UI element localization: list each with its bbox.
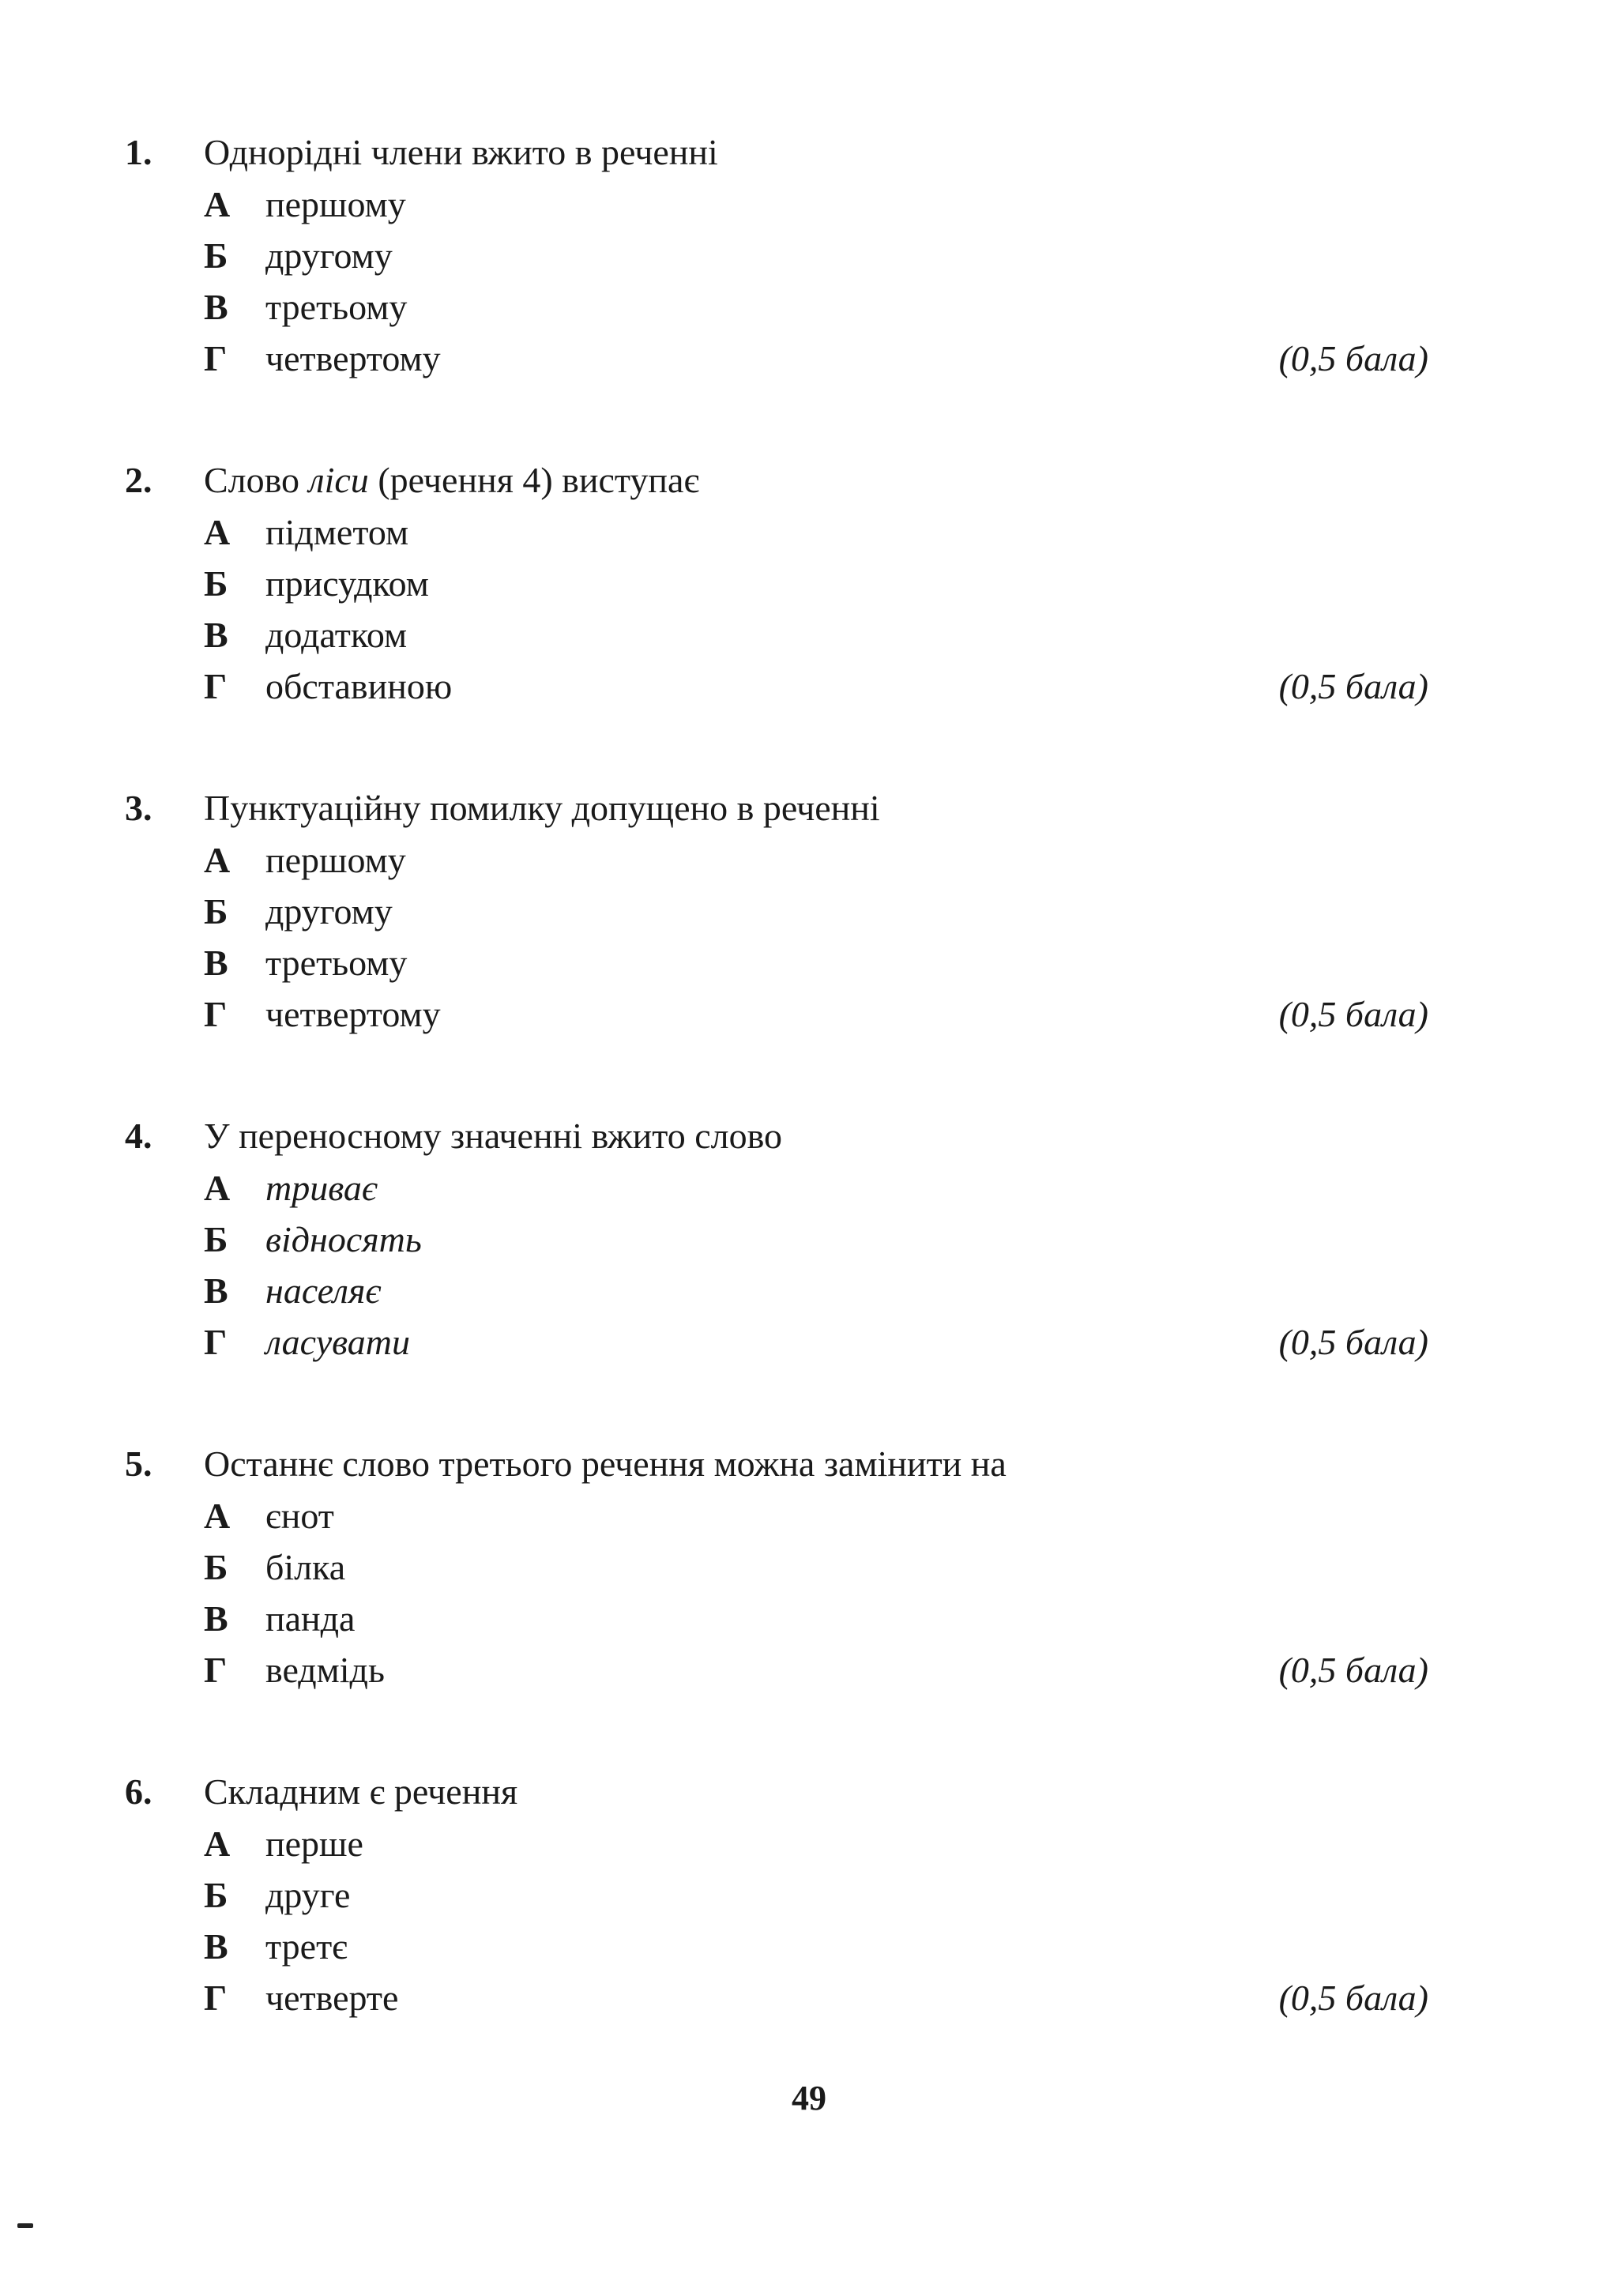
score-label: (0,5 бала) (1278, 338, 1428, 378)
option-letter: Г (204, 1322, 228, 1362)
option-text: обставиною (265, 666, 453, 706)
option-letter: Б (204, 1219, 228, 1259)
option-letter: В (204, 287, 228, 327)
option-letter: В (204, 943, 228, 983)
question-number: 4. (125, 1116, 152, 1156)
option-text: четвертому (265, 994, 441, 1034)
option-text: четвертому (265, 338, 441, 378)
answer-option (125, 506, 1428, 558)
option-letter: Г (204, 666, 228, 706)
question-stem (125, 454, 1428, 506)
question (125, 1438, 1428, 1766)
answer-option (125, 230, 1428, 281)
question-stem (125, 1110, 1428, 1162)
option-letter: А (204, 1168, 231, 1208)
page-number: 49 (792, 2079, 826, 2117)
answer-option (125, 834, 1428, 886)
answer-option (125, 1214, 1428, 1265)
question-text-part: Пунктуаційну помилку допущено в реченні (204, 788, 880, 828)
question-text (204, 454, 699, 506)
option-text: додатком (265, 615, 408, 655)
option-letter: В (204, 1270, 228, 1311)
option-letter: Г (204, 994, 228, 1034)
answer-option (125, 1593, 1428, 1644)
answer-option (125, 1162, 1428, 1214)
score-label: (0,5 бала) (1278, 1978, 1428, 2018)
option-text: підметом (265, 512, 409, 552)
question-text-part: Останнє слово третього речення можна замінити на (204, 1443, 1007, 1484)
option-text: другому (265, 235, 393, 276)
question-stem (125, 1438, 1428, 1490)
answer-option (125, 333, 1428, 384)
question-text (204, 1110, 782, 1162)
answer-option (125, 179, 1428, 230)
question-number: 3. (125, 788, 152, 828)
answer-option (125, 1316, 1428, 1368)
answer-option (125, 1869, 1428, 1921)
option-letter: Б (204, 891, 228, 932)
question-stem (125, 1766, 1428, 1818)
answer-option (125, 609, 1428, 661)
option-letter: Г (204, 1650, 228, 1690)
question-number: 5. (125, 1443, 152, 1484)
option-text: третє (265, 1926, 348, 1967)
question (125, 126, 1428, 454)
answer-option (125, 1265, 1428, 1316)
answer-option (125, 1490, 1428, 1541)
option-text: єнот (265, 1496, 334, 1536)
option-letter: В (204, 1926, 228, 1967)
option-text: триває (265, 1168, 378, 1208)
question (125, 1766, 1428, 2094)
answer-option (125, 1541, 1428, 1593)
question (125, 1110, 1428, 1438)
answer-option (125, 886, 1428, 937)
question-text-part: Слово (204, 460, 309, 500)
option-text: панда (265, 1598, 356, 1639)
question-text (204, 1438, 1007, 1490)
question-list (125, 126, 1428, 2094)
option-text: другому (265, 891, 393, 932)
question-text-part: Однорідні члени вжито в реченні (204, 132, 718, 172)
question-number: 1. (125, 132, 152, 172)
answer-option (125, 661, 1428, 712)
option-letter: А (204, 1496, 231, 1536)
option-text: першому (265, 184, 406, 224)
answer-option (125, 988, 1428, 1040)
option-letter: А (204, 512, 231, 552)
answer-option (125, 937, 1428, 988)
option-letter: Г (204, 338, 228, 378)
option-text: першому (265, 840, 406, 880)
answer-option (125, 1972, 1428, 2023)
option-letter: А (204, 840, 231, 880)
option-text: друге (265, 1875, 351, 1915)
option-text: ласувати (265, 1322, 411, 1362)
question-text-part: У переносному значенні вжито слово (204, 1116, 783, 1156)
answer-option (125, 281, 1428, 333)
option-letter: А (204, 1824, 231, 1864)
question-text-part: (речення 4) виступає (368, 460, 700, 500)
option-text: третьому (265, 287, 408, 327)
question-text (204, 126, 718, 179)
option-letter: Б (204, 235, 228, 276)
option-letter: А (204, 184, 231, 224)
option-text: четверте (265, 1978, 399, 2018)
option-text: населяє (265, 1270, 382, 1311)
question (125, 454, 1428, 782)
option-text: відносять (265, 1219, 422, 1259)
answer-option (125, 1818, 1428, 1869)
option-text: білка (265, 1547, 346, 1587)
option-letter: Б (204, 1547, 228, 1587)
option-text: ведмідь (265, 1650, 385, 1690)
answer-option (125, 558, 1428, 609)
option-letter: Б (204, 563, 228, 604)
question-stem (125, 782, 1428, 834)
question-text (204, 782, 880, 834)
option-letter: Г (204, 1978, 228, 2018)
option-text: присудком (265, 563, 429, 604)
question-stem (125, 126, 1428, 179)
question-text (204, 1766, 517, 1818)
score-label: (0,5 бала) (1278, 994, 1428, 1034)
question-text-italic: ліси (308, 460, 369, 500)
question-number: 2. (125, 460, 152, 500)
score-label: (0,5 бала) (1278, 1650, 1428, 1690)
option-letter: В (204, 1598, 228, 1639)
option-letter: Б (204, 1875, 228, 1915)
score-label: (0,5 бала) (1278, 1322, 1428, 1362)
option-text: перше (265, 1824, 363, 1864)
answer-option (125, 1644, 1428, 1696)
scan-mark (17, 2223, 33, 2228)
question-text-part: Складним є речення (204, 1771, 518, 1812)
question-number: 6. (125, 1771, 152, 1812)
option-letter: В (204, 615, 228, 655)
option-text: третьому (265, 943, 408, 983)
score-label: (0,5 бала) (1278, 666, 1428, 706)
question (125, 782, 1428, 1110)
answer-option (125, 1921, 1428, 1972)
